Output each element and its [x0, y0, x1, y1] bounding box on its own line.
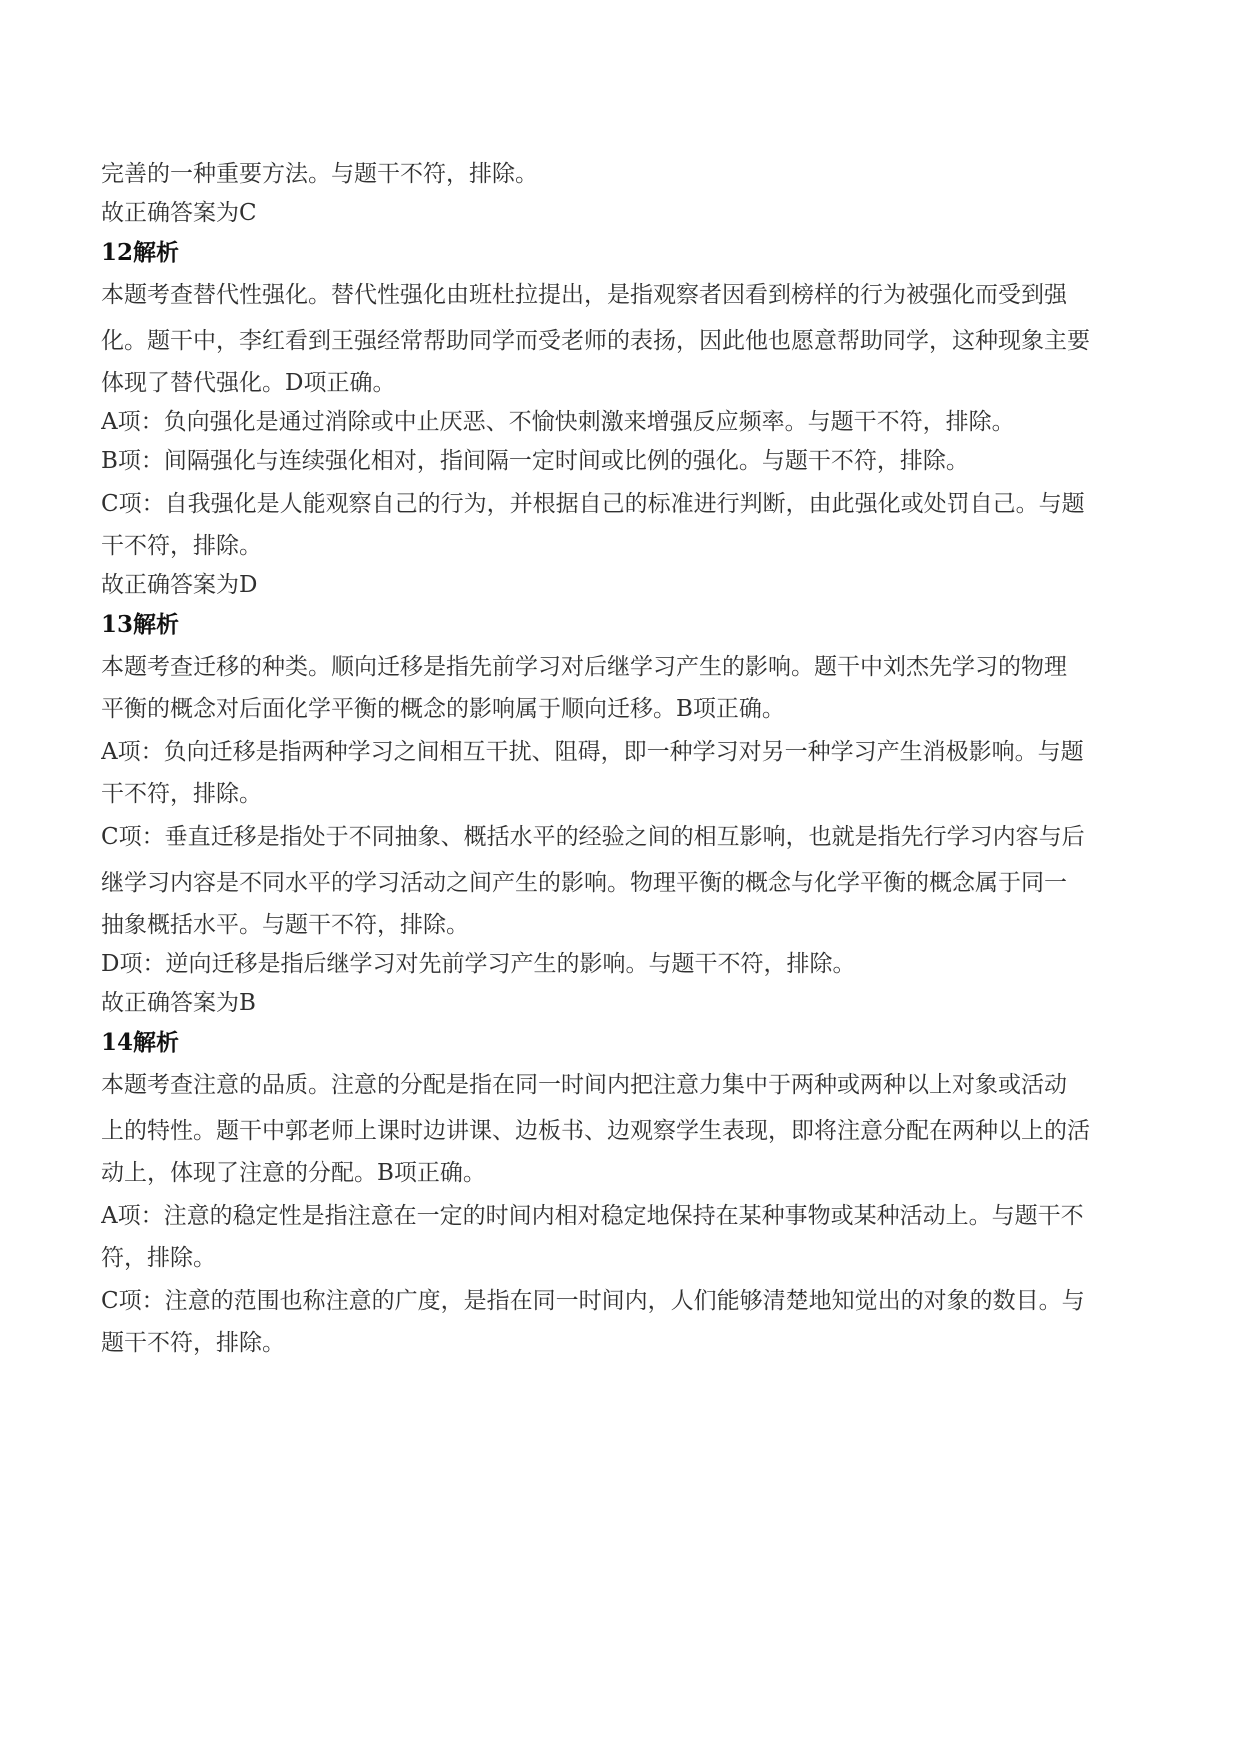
option-line: C项：垂直迁移是指处于不同抽象、概括水平的经验之间的相互影响，也就是指先行学习内容与后 [101, 824, 1085, 850]
option-line: A项：负向迁移是指两种学习之间相互干扰、阻碍，即一种学习对另一种学习产生消极影响。与题 [101, 739, 1084, 765]
text-line: 平衡的概念对后面化学平衡的概念的影响属于顺向迁移。B项正确。 [101, 696, 785, 722]
text-line: 题干不符，排除。 [101, 1330, 285, 1356]
text-line: 干不符，排除。 [101, 781, 262, 807]
text-line: 本题考查替代性强化。替代性强化由班杜拉提出，是指观察者因看到榜样的行为被强化而受到强 [101, 282, 1067, 308]
answer-line: 故正确答案为B [101, 990, 256, 1016]
text-line: 本题考查迁移的种类。顺向迁移是指先前学习对后继学习产生的影响。题干中刘杰先学习的物理 [101, 654, 1067, 680]
option-line: B项：间隔强化与连续强化相对，指间隔一定时间或比例的强化。与题干不符，排除。 [101, 448, 969, 474]
section-heading: 12解析 [101, 239, 180, 266]
text-line: 上的特性。题干中郭老师上课时边讲课、边板书、边观察学生表现，即将注意分配在两种以上的活 [101, 1118, 1090, 1144]
section-heading: 14解析 [101, 1029, 180, 1056]
text-line: 化。题干中，李红看到王强经常帮助同学而受老师的表扬，因此他也愿意帮助同学，这种现象主要 [101, 328, 1090, 354]
text-line: 本题考查注意的品质。注意的分配是指在同一时间内把注意力集中于两种或两种以上对象或活动 [101, 1072, 1067, 1098]
option-line: C项：注意的范围也称注意的广度，是指在同一时间内，人们能够清楚地知觉出的对象的数目。与 [101, 1288, 1085, 1314]
text-line: 动上，体现了注意的分配。B项正确。 [101, 1160, 486, 1186]
text-line: 符，排除。 [101, 1245, 216, 1271]
text-line: 继学习内容是不同水平的学习活动之间产生的影响。物理平衡的概念与化学平衡的概念属于同一 [101, 870, 1067, 896]
option-line: C项：自我强化是人能观察自己的行为，并根据自己的标准进行判断，由此强化或处罚自己。与题 [101, 491, 1085, 517]
text-line: 完善的一种重要方法。与题干不符，排除。 [101, 161, 538, 187]
option-line: A项：负向强化是通过消除或中止厌恶、不愉快刺激来增强反应频率。与题干不符，排除。 [101, 409, 1015, 435]
answer-line: 故正确答案为C [101, 200, 257, 226]
section-heading: 13解析 [101, 611, 180, 638]
text-line: 抽象概括水平。与题干不符，排除。 [101, 912, 469, 938]
option-line: A项：注意的稳定性是指注意在一定的时间内相对稳定地保持在某种事物或某种活动上。与题干不 [101, 1203, 1084, 1229]
option-line: D项：逆向迁移是指后继学习对先前学习产生的影响。与题干不符，排除。 [101, 951, 856, 977]
text-line: 体现了替代强化。D项正确。 [101, 370, 396, 396]
answer-line: 故正确答案为D [101, 572, 258, 598]
text-line: 干不符，排除。 [101, 533, 262, 559]
document-body [101, 155, 1151, 1363]
